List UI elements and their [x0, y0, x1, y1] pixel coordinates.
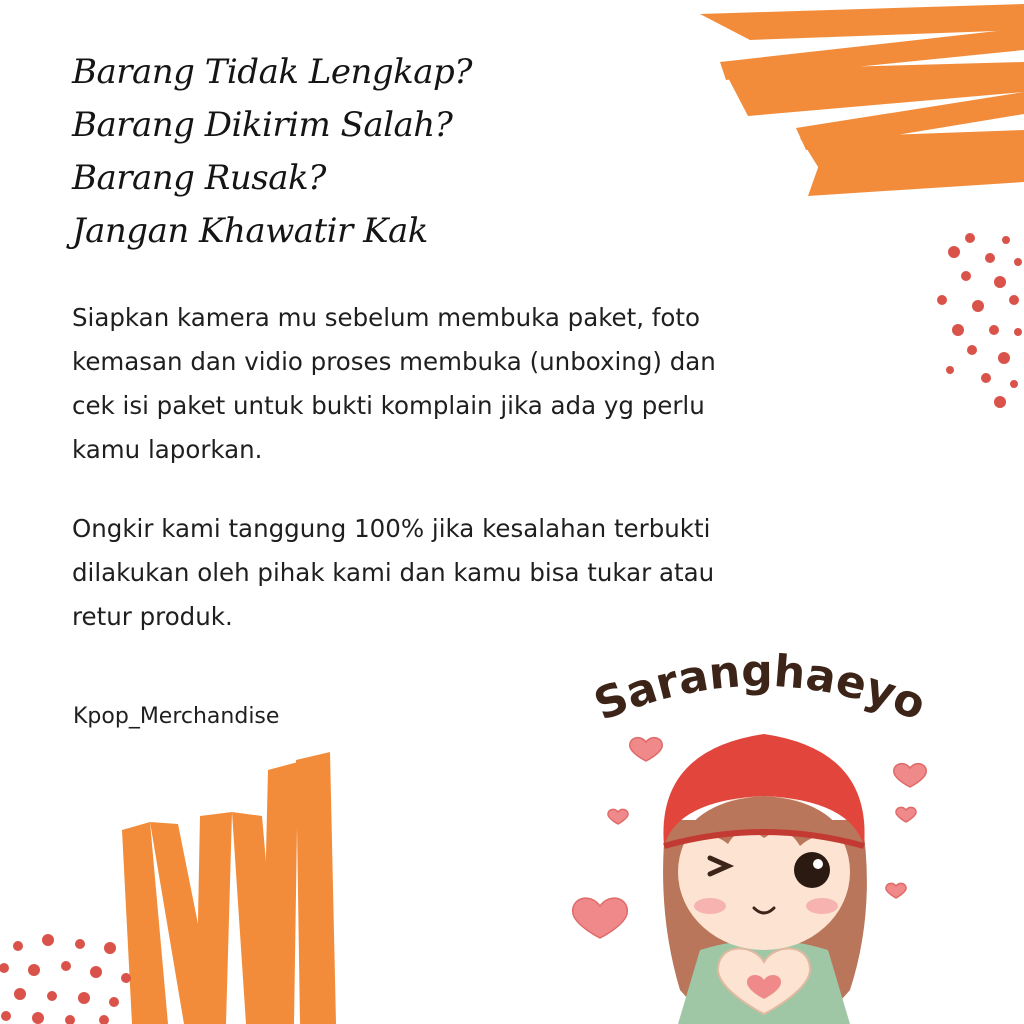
red-dots-top-right	[937, 233, 1022, 408]
paragraph-line: kemasan dan vidio proses membuka (unboxing) dan	[72, 347, 716, 376]
headline-line-3: Barang Rusak?	[72, 158, 326, 198]
headline-line-4: Jangan Khawatir Kak	[72, 211, 428, 251]
paragraph-line: kamu laporkan.	[72, 435, 263, 464]
red-dots-bottom-left	[0, 934, 131, 1024]
paragraph-line: cek isi paket untuk bukti komplain jika ada yg perlu	[72, 391, 705, 420]
orange-brush-stroke-bottom-left	[122, 752, 336, 1024]
sticker-caption: Saranghaeyo	[587, 650, 933, 731]
shipping-guarantee-paragraph	[72, 507, 772, 639]
brand-name: Kpop_Merchandise	[73, 704, 280, 729]
headline-line-1: Barang Tidak Lengkap?	[72, 52, 472, 92]
headline-line-2: Barang Dikirim Salah?	[72, 105, 453, 145]
eye	[794, 852, 830, 888]
paragraph-line: retur produk.	[72, 602, 233, 631]
headline	[72, 46, 472, 258]
girl-heart-sticker	[560, 650, 960, 1024]
instructions-paragraph	[72, 296, 772, 472]
paragraph-line: dilakukan oleh pihak kami dan kamu bisa tukar atau	[72, 558, 715, 587]
paragraph-line: Siapkan kamera mu sebelum membuka paket, foto	[72, 303, 701, 332]
paragraph-line: Ongkir kami tanggung 100% jika kesalahan terbukti	[72, 514, 711, 543]
orange-brush-stroke-top-right	[700, 4, 1024, 196]
